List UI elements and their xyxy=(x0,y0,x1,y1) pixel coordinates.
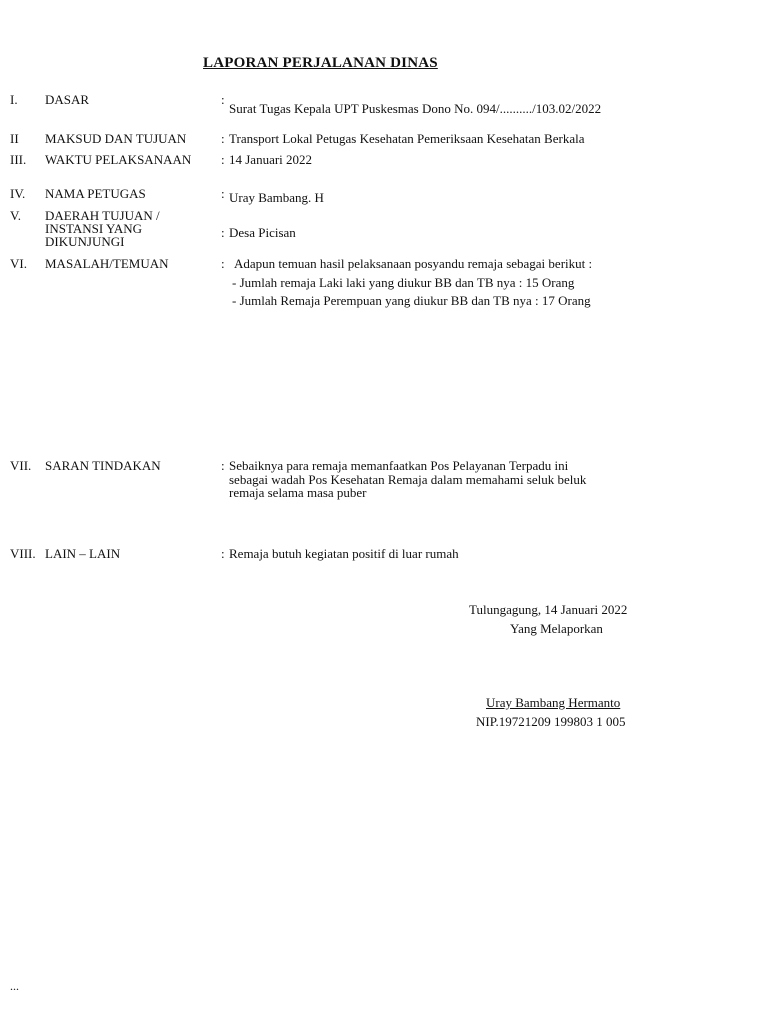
row-number-3: III. xyxy=(10,152,27,167)
signature-name: Uray Bambang Hermanto xyxy=(486,695,621,710)
row-label-masalah: MASALAH/TEMUAN xyxy=(45,256,169,271)
row-colon-1: : xyxy=(221,92,225,107)
row-label-daerah xyxy=(45,209,160,248)
row-value-masalah-item-1: - Jumlah remaja Laki laki yang diukur BB dan TB nya : 15 Orang xyxy=(232,275,575,290)
row-number-7: VII. xyxy=(10,458,32,473)
row-value-masalah-intro: Adapun temuan hasil pelaksanaan posyandu remaja sebagai berikut : xyxy=(234,256,593,271)
row-label-daerah-line-1: DAERAH TUJUAN / xyxy=(45,208,160,223)
row-colon-8: : xyxy=(221,546,225,561)
row-label-lain: LAIN – LAIN xyxy=(45,546,121,561)
row-label-saran: SARAN TINDAKAN xyxy=(45,458,161,473)
signature-role: Yang Melaporkan xyxy=(510,621,603,636)
row-colon-6: : xyxy=(221,256,225,271)
row-colon-5: : xyxy=(221,225,225,240)
row-number-2: II xyxy=(10,131,19,146)
row-number-6: VI. xyxy=(10,256,27,271)
row-value-saran-line-3: remaja selama masa puber xyxy=(229,485,367,501)
row-label-daerah-line-2: INSTANSI YANG xyxy=(45,221,143,236)
row-label-waktu: WAKTU PELAKSANAAN xyxy=(45,152,192,167)
signature-place-date: Tulungagung, 14 Januari 2022 xyxy=(469,602,628,617)
signature-nip: NIP.19721209 199803 1 005 xyxy=(476,714,626,729)
row-value-masalah-item-2: - Jumlah Remaja Perempuan yang diukur BB dan TB nya : 17 Orang xyxy=(232,293,591,308)
row-label-nama: NAMA PETUGAS xyxy=(45,186,146,201)
row-label-dasar: DASAR xyxy=(45,92,90,107)
row-colon-7: : xyxy=(221,458,225,473)
row-value-daerah: Desa Picisan xyxy=(229,225,296,240)
footer-ellipsis: ... xyxy=(10,979,19,993)
row-label-maksud: MAKSUD DAN TUJUAN xyxy=(45,131,187,146)
row-colon-4: : xyxy=(221,186,225,201)
row-number-4: IV. xyxy=(10,186,26,201)
row-number-8: VIII. xyxy=(10,546,36,561)
row-colon-2: : xyxy=(221,131,225,146)
document-title: LAPORAN PERJALANAN DINAS xyxy=(203,55,438,71)
row-colon-3: : xyxy=(221,152,225,167)
row-number-5: V. xyxy=(10,208,21,223)
row-value-saran-line-2: sebagai wadah Pos Kesehatan Remaja dalam memahami seluk beluk xyxy=(229,471,587,487)
row-value-dasar: Surat Tugas Kepala UPT Puskesmas Dono No. 094/........../103.02/2022 xyxy=(229,101,602,116)
row-value-maksud: Transport Lokal Petugas Kesehatan Pemeriksaan Kesehatan Berkala xyxy=(229,131,585,146)
row-value-saran-line-1: Sebaiknya para remaja memanfaatkan Pos Pelayanan Terpadu ini xyxy=(229,458,569,473)
row-value-nama: Uray Bambang. H xyxy=(229,190,324,205)
row-number-1: I. xyxy=(10,92,18,107)
row-label-daerah-line-3: DIKUNJUNGI xyxy=(45,234,125,249)
row-value-lain: Remaja butuh kegiatan positif di luar rumah xyxy=(229,546,459,561)
row-value-saran xyxy=(229,459,586,500)
row-value-waktu: 14 Januari 2022 xyxy=(229,152,313,167)
